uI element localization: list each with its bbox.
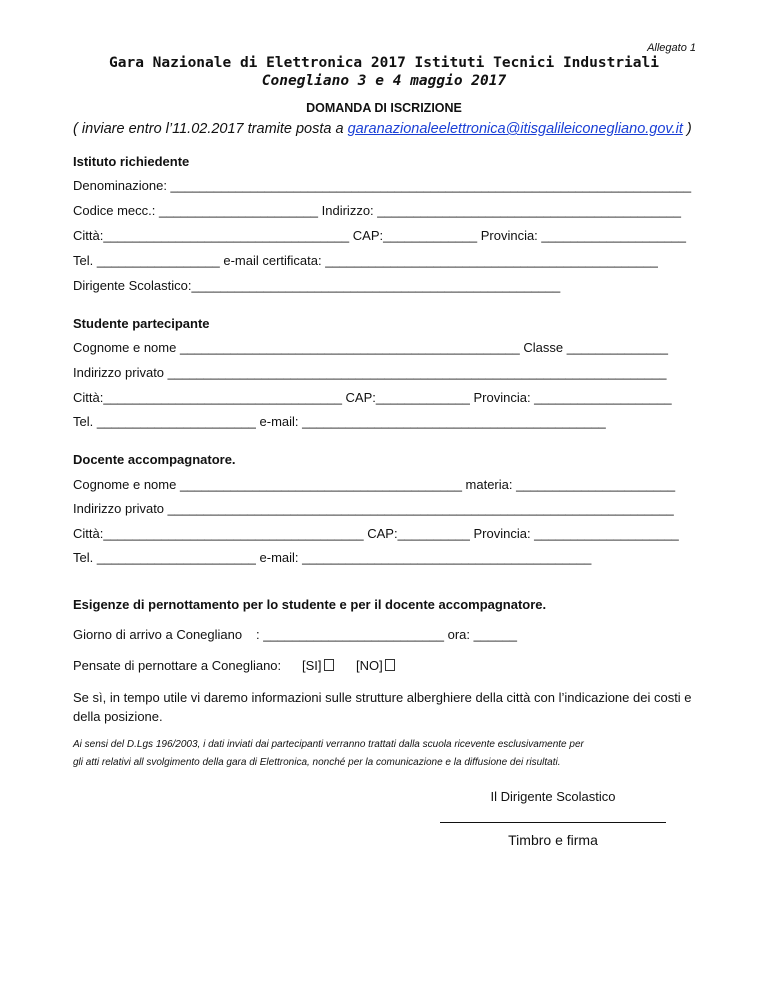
submission-instructions xyxy=(73,121,692,137)
attachment-label: Allegato 1 xyxy=(647,42,696,54)
section-accommodation-heading: Esigenze di pernottamento per lo studente e per il docente accompagnatore. xyxy=(73,597,547,612)
student-name-class-field[interactable]: Cognome e nome _______________________________________________ Classe ______________ xyxy=(73,340,668,355)
instructions-suffix: ) xyxy=(682,121,692,137)
privacy-note-line1: Ai sensi del D.Lgs 196/2003, i dati inviati dai partecipanti verranno trattati dalla scuola ricevente esclusivamente per xyxy=(73,739,584,750)
privacy-note-line2: gli atti relativi all svolgimento della gara di Elettronica, nonché per la comunicazione e la diffusione dei risultati. xyxy=(73,757,561,768)
institute-code-address-field[interactable]: Codice mecc.: ______________________ Indirizzo: __________________________________________ xyxy=(73,203,681,218)
institute-phone-email-field[interactable]: Tel. _________________ e-mail certificata: ______________________________________________ xyxy=(73,253,658,268)
teacher-address-field[interactable]: Indirizzo privato ______________________________________________________________________ xyxy=(73,501,674,516)
teacher-city-field[interactable]: Città:____________________________________ CAP:__________ Provincia: ____________________ xyxy=(73,526,679,541)
overnight-no-option[interactable] xyxy=(356,658,395,673)
section-student-heading: Studente partecipante xyxy=(73,316,210,331)
document-title: Gara Nazionale di Elettronica 2017 Istituti Tecnici Industriali xyxy=(109,55,659,71)
arrival-day-time-field[interactable]: : _________________________ ora: ______ xyxy=(256,627,517,642)
teacher-name-subject-field[interactable]: Cognome e nome _______________________________________ materia: ______________________ xyxy=(73,477,676,492)
teacher-phone-email-field[interactable]: Tel. ______________________ e-mail: ________________________________________ xyxy=(73,550,592,565)
arrival-day-label: Giorno di arrivo a Conegliano xyxy=(73,627,243,642)
stamp-signature-label: Timbro e firma xyxy=(508,832,598,848)
principal-signature-label: Il Dirigente Scolastico xyxy=(490,789,616,804)
institute-name-field[interactable]: Denominazione: ________________________________________________________________________ xyxy=(73,178,692,193)
section-institute-heading: Istituto richiedente xyxy=(73,154,190,169)
institute-principal-field[interactable]: Dirigente Scolastico:___________________________________________________ xyxy=(73,278,561,293)
checkbox-yes-icon[interactable] xyxy=(324,659,334,671)
overnight-yes-label: [SI] xyxy=(302,658,322,673)
form-heading: DOMANDA DI ISCRIZIONE xyxy=(306,101,462,115)
overnight-no-label: [NO] xyxy=(356,658,383,673)
student-address-field[interactable]: Indirizzo privato _____________________________________________________________________ xyxy=(73,365,667,380)
signature-line[interactable] xyxy=(440,822,666,823)
accommodation-info-text: Se sì, in tempo utile vi daremo informazioni sulle strutture alberghiere della città con l’indicazione dei costi e della posizione. xyxy=(73,690,692,724)
instructions-prefix: ( inviare entro l’11.02.2017 tramite posta a xyxy=(73,121,348,137)
section-teacher-heading: Docente accompagnatore. xyxy=(73,452,236,467)
overnight-yes-option[interactable] xyxy=(302,658,334,673)
submission-email-link[interactable]: garanazionaleelettronica@itisgalileiconegliano.gov.it xyxy=(347,121,683,137)
student-phone-email-field[interactable]: Tel. ______________________ e-mail: __________________________________________ xyxy=(73,414,606,429)
document-subtitle: Conegliano 3 e 4 maggio 2017 xyxy=(261,73,507,89)
overnight-question-label: Pensate di pernottare a Conegliano: xyxy=(73,658,282,673)
checkbox-no-icon[interactable] xyxy=(385,659,395,671)
student-city-field[interactable]: Città:_________________________________ CAP:_____________ Provincia: ___________________ xyxy=(73,390,672,405)
institute-city-field[interactable]: Città:__________________________________ CAP:_____________ Provincia: ____________________ xyxy=(73,228,687,243)
